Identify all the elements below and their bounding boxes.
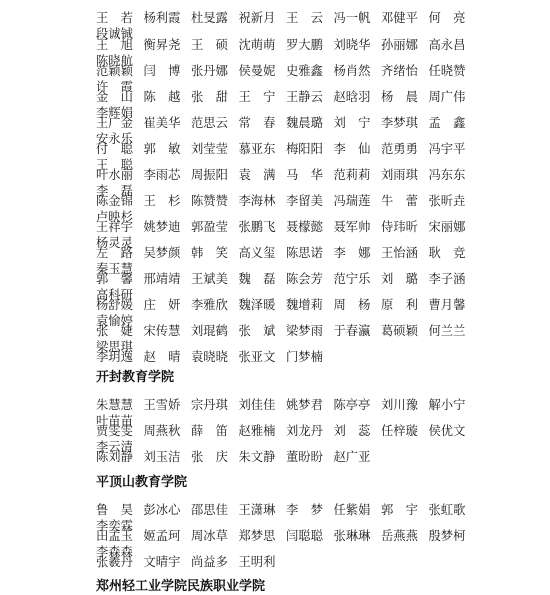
- person-name: 袁晓晓: [191, 350, 228, 364]
- person-name: 郭 馨: [96, 272, 133, 286]
- person-name: 段诚铖: [96, 27, 133, 41]
- person-name: 宗丹琪: [191, 398, 228, 412]
- person-name: 刘佳佳: [238, 398, 276, 412]
- person-name: 杨 晨: [381, 90, 418, 104]
- person-name: 王 聪: [96, 158, 133, 172]
- person-name: 秦玉慧: [96, 262, 133, 276]
- person-name: 原 利: [381, 298, 418, 312]
- person-name: 刘玉洁: [143, 450, 181, 464]
- person-name: 侯优文: [428, 424, 466, 438]
- person-name: 朱文静: [238, 450, 276, 464]
- person-name: 周燕秋: [143, 424, 181, 438]
- person-name: 李海林: [238, 194, 276, 208]
- person-name: 姬孟珂: [143, 529, 181, 543]
- person-name: 范莉莉: [333, 168, 371, 182]
- person-name: 范颖颖: [96, 64, 133, 78]
- person-name: 安永乐: [96, 132, 133, 146]
- person-name: 周冰草: [191, 529, 228, 543]
- person-name: 闫聪聪: [286, 529, 323, 543]
- person-name: 赵雅楠: [238, 424, 276, 438]
- person-name: 刘莹莹: [191, 142, 228, 156]
- person-name: 文晴宇: [143, 555, 181, 569]
- person-name: 赵 晴: [143, 350, 181, 364]
- person-name: 魏晨璐: [286, 116, 323, 130]
- person-name: 刘晓华: [333, 38, 371, 52]
- person-name: 殷梦柯: [428, 529, 466, 543]
- person-name: 彭冰心: [143, 503, 181, 517]
- person-name: 高科研: [96, 288, 133, 302]
- person-name: 魏增莉: [286, 298, 323, 312]
- name-row: [96, 449, 476, 465]
- person-name: 陈思诺: [286, 246, 323, 260]
- person-name: 杨利霞: [143, 11, 181, 25]
- person-name: 王 杉: [143, 194, 181, 208]
- person-name: 张 婕: [96, 324, 133, 338]
- person-name: 葛硕颖: [381, 324, 418, 338]
- person-name: 王 若: [96, 11, 133, 25]
- person-name: 耿 竞: [428, 246, 466, 260]
- person-name: 姚梦君: [286, 398, 323, 412]
- person-name: 陈晓航: [96, 54, 133, 68]
- person-name: 王雪娇: [143, 398, 181, 412]
- person-name: 任晓赞: [428, 64, 466, 78]
- person-name: 张鹏飞: [238, 220, 276, 234]
- person-name: 杜旻露: [191, 11, 228, 25]
- person-name: 李雅欣: [191, 298, 228, 312]
- person-name: 冯一帆: [333, 11, 371, 25]
- person-name: 金 山: [96, 90, 133, 104]
- person-name: 李 娜: [333, 246, 371, 260]
- person-name: 李雨芯: [143, 168, 181, 182]
- person-name: 孙丽娜: [381, 38, 418, 52]
- person-name: 魏 磊: [238, 272, 276, 286]
- person-name: 刘雨琪: [381, 168, 418, 182]
- name-row: [96, 554, 476, 570]
- person-name: 宋传慧: [143, 324, 181, 338]
- person-name: 张 庆: [191, 450, 228, 464]
- person-name: 崔美华: [143, 116, 181, 130]
- person-name: 杨舒媛: [96, 298, 133, 312]
- person-name: 杨肖然: [333, 64, 371, 78]
- person-name: 杨灵灵: [96, 236, 133, 250]
- person-name: 付 聪: [96, 142, 133, 156]
- person-name: 叶苗苗: [96, 414, 133, 428]
- person-name: 孟 鑫: [428, 116, 466, 130]
- person-name: 叶水丽: [96, 168, 133, 182]
- person-name: 马 华: [286, 168, 323, 182]
- person-name: 陈赞赞: [191, 194, 228, 208]
- person-name: 王明利: [238, 555, 276, 569]
- person-name: 许 霞: [96, 80, 133, 94]
- person-name: 沈萌萌: [238, 38, 276, 52]
- person-name: 赵晗羽: [333, 90, 371, 104]
- person-name: 何 亮: [428, 11, 466, 25]
- section-heading: 开封教育学院: [96, 370, 175, 385]
- person-name: 庄 妍: [143, 298, 181, 312]
- person-name: 侯曼妮: [238, 64, 276, 78]
- person-name: 陈 越: [143, 90, 181, 104]
- person-name: 韩 笑: [191, 246, 228, 260]
- person-name: 张丹娜: [191, 64, 228, 78]
- person-name: 门梦楠: [286, 350, 323, 364]
- person-name: 罗大鹏: [286, 38, 323, 52]
- person-name: 郭 敏: [143, 142, 181, 156]
- person-name: 姚梦迪: [143, 220, 181, 234]
- person-name: 左 路: [96, 246, 133, 260]
- person-name: 王祥宇: [96, 220, 133, 234]
- person-name: 李奕霖: [96, 519, 133, 533]
- person-name: 陈刘静: [96, 450, 133, 464]
- person-name: 李玥逸: [96, 350, 133, 364]
- person-name: 卢映杉: [96, 210, 133, 224]
- person-name: 周振阳: [191, 168, 228, 182]
- person-name: 刘川豫: [381, 398, 418, 412]
- person-name: 刘 宁: [333, 116, 371, 130]
- person-name: 陈金锦: [96, 194, 133, 208]
- person-name: 刘 璐: [381, 272, 418, 286]
- person-name: 曹月馨: [428, 298, 466, 312]
- person-name: 慕亚东: [238, 142, 276, 156]
- person-name: 冯瑞莲: [333, 194, 371, 208]
- person-name: 陈亭亭: [333, 398, 371, 412]
- person-name: 梁思琪: [96, 340, 133, 354]
- person-name: 范勇勇: [381, 142, 418, 156]
- person-name: 祝新月: [238, 11, 276, 25]
- section-heading: 平顶山教育学院: [96, 475, 188, 490]
- person-name: 侍玮昕: [381, 220, 418, 234]
- person-name: 李留美: [286, 194, 323, 208]
- person-name: 周 杨: [333, 298, 371, 312]
- person-name: 聂军帅: [333, 220, 371, 234]
- person-name: 王 硕: [191, 38, 228, 52]
- person-name: 王静云: [286, 90, 323, 104]
- person-name: 田孟玉: [96, 529, 133, 543]
- person-name: 陈会芳: [286, 272, 323, 286]
- person-name: 刘龙丹: [286, 424, 323, 438]
- person-name: 闫 博: [143, 64, 181, 78]
- name-row: [96, 349, 476, 365]
- person-name: 袁 满: [238, 168, 276, 182]
- person-name: 郭盈莹: [191, 220, 228, 234]
- person-name: 王怡涵: [381, 246, 418, 260]
- person-name: 赵广亚: [333, 450, 371, 464]
- person-name: 李梦琪: [381, 116, 418, 130]
- person-name: 郭 宇: [381, 503, 418, 517]
- person-name: 范思云: [191, 116, 228, 130]
- person-name: 周广伟: [428, 90, 466, 104]
- person-name: 高永昌: [428, 38, 466, 52]
- person-name: 解小宁: [428, 398, 466, 412]
- person-name: 于春瀛: [333, 324, 371, 338]
- person-name: 邢靖靖: [143, 272, 181, 286]
- person-name: 李云清: [96, 440, 133, 454]
- person-name: 梁梦雨: [286, 324, 323, 338]
- person-name: 范宁乐: [333, 272, 371, 286]
- person-name: 冯宇平: [428, 142, 466, 156]
- person-name: 何兰兰: [428, 324, 466, 338]
- person-name: 张羲丹: [96, 555, 133, 569]
- person-name: 齐绪怡: [381, 64, 418, 78]
- person-name: 尚益多: [191, 555, 228, 569]
- person-name: 魏泽暖: [238, 298, 276, 312]
- person-name: 吴梦颜: [143, 246, 181, 260]
- person-name: 宋丽娜: [428, 220, 466, 234]
- person-name: 王 旭: [96, 38, 133, 52]
- person-name: 冯东东: [428, 168, 466, 182]
- section-heading: 郑州轻工业学院民族职业学院: [96, 579, 266, 594]
- person-name: 李 仙: [333, 142, 371, 156]
- person-name: 任梓璇: [381, 424, 418, 438]
- person-name: 梅阳阳: [286, 142, 323, 156]
- person-name: 董盼盼: [286, 450, 323, 464]
- person-name: 李 磊: [96, 184, 133, 198]
- person-name: 张虹歌: [428, 503, 466, 517]
- person-name: 常 春: [238, 116, 276, 130]
- person-name: 王潇琳: [238, 503, 276, 517]
- person-name: 邵思佳: [191, 503, 228, 517]
- person-name: 高义玺: [238, 246, 276, 260]
- person-name: 郑梦思: [238, 529, 276, 543]
- person-name: 任紫娟: [333, 503, 371, 517]
- person-name: 张 斌: [238, 324, 276, 338]
- person-name: 王 宁: [238, 90, 276, 104]
- person-name: 薛 笛: [191, 424, 228, 438]
- person-name: 李子涵: [428, 272, 466, 286]
- person-name: 李森森: [96, 545, 133, 559]
- person-name: 李 梦: [286, 503, 323, 517]
- person-name: 刘 蕊: [333, 424, 371, 438]
- person-name: 鲁 昊: [96, 503, 133, 517]
- person-name: 史雅鑫: [286, 64, 323, 78]
- person-name: 王斌美: [191, 272, 228, 286]
- person-name: 张 甜: [191, 90, 228, 104]
- person-name: 邓健平: [381, 11, 418, 25]
- person-name: 张昕垚: [428, 194, 466, 208]
- person-name: 聂檬懿: [286, 220, 323, 234]
- person-name: 朱慧慧: [96, 398, 133, 412]
- person-name: 张亚文: [238, 350, 276, 364]
- person-name: 刘琨鹤: [191, 324, 228, 338]
- person-name: 李辉娟: [96, 106, 133, 120]
- person-name: 牛 蕾: [381, 194, 418, 208]
- person-name: 贾雯雯: [96, 424, 133, 438]
- person-name: 王 云: [286, 11, 323, 25]
- person-name: 袁愉婷: [96, 314, 133, 328]
- person-name: 王广金: [96, 116, 133, 130]
- person-name: 衡昇尧: [143, 38, 181, 52]
- person-name: 张琳琳: [333, 529, 371, 543]
- person-name: 岳燕燕: [381, 529, 418, 543]
